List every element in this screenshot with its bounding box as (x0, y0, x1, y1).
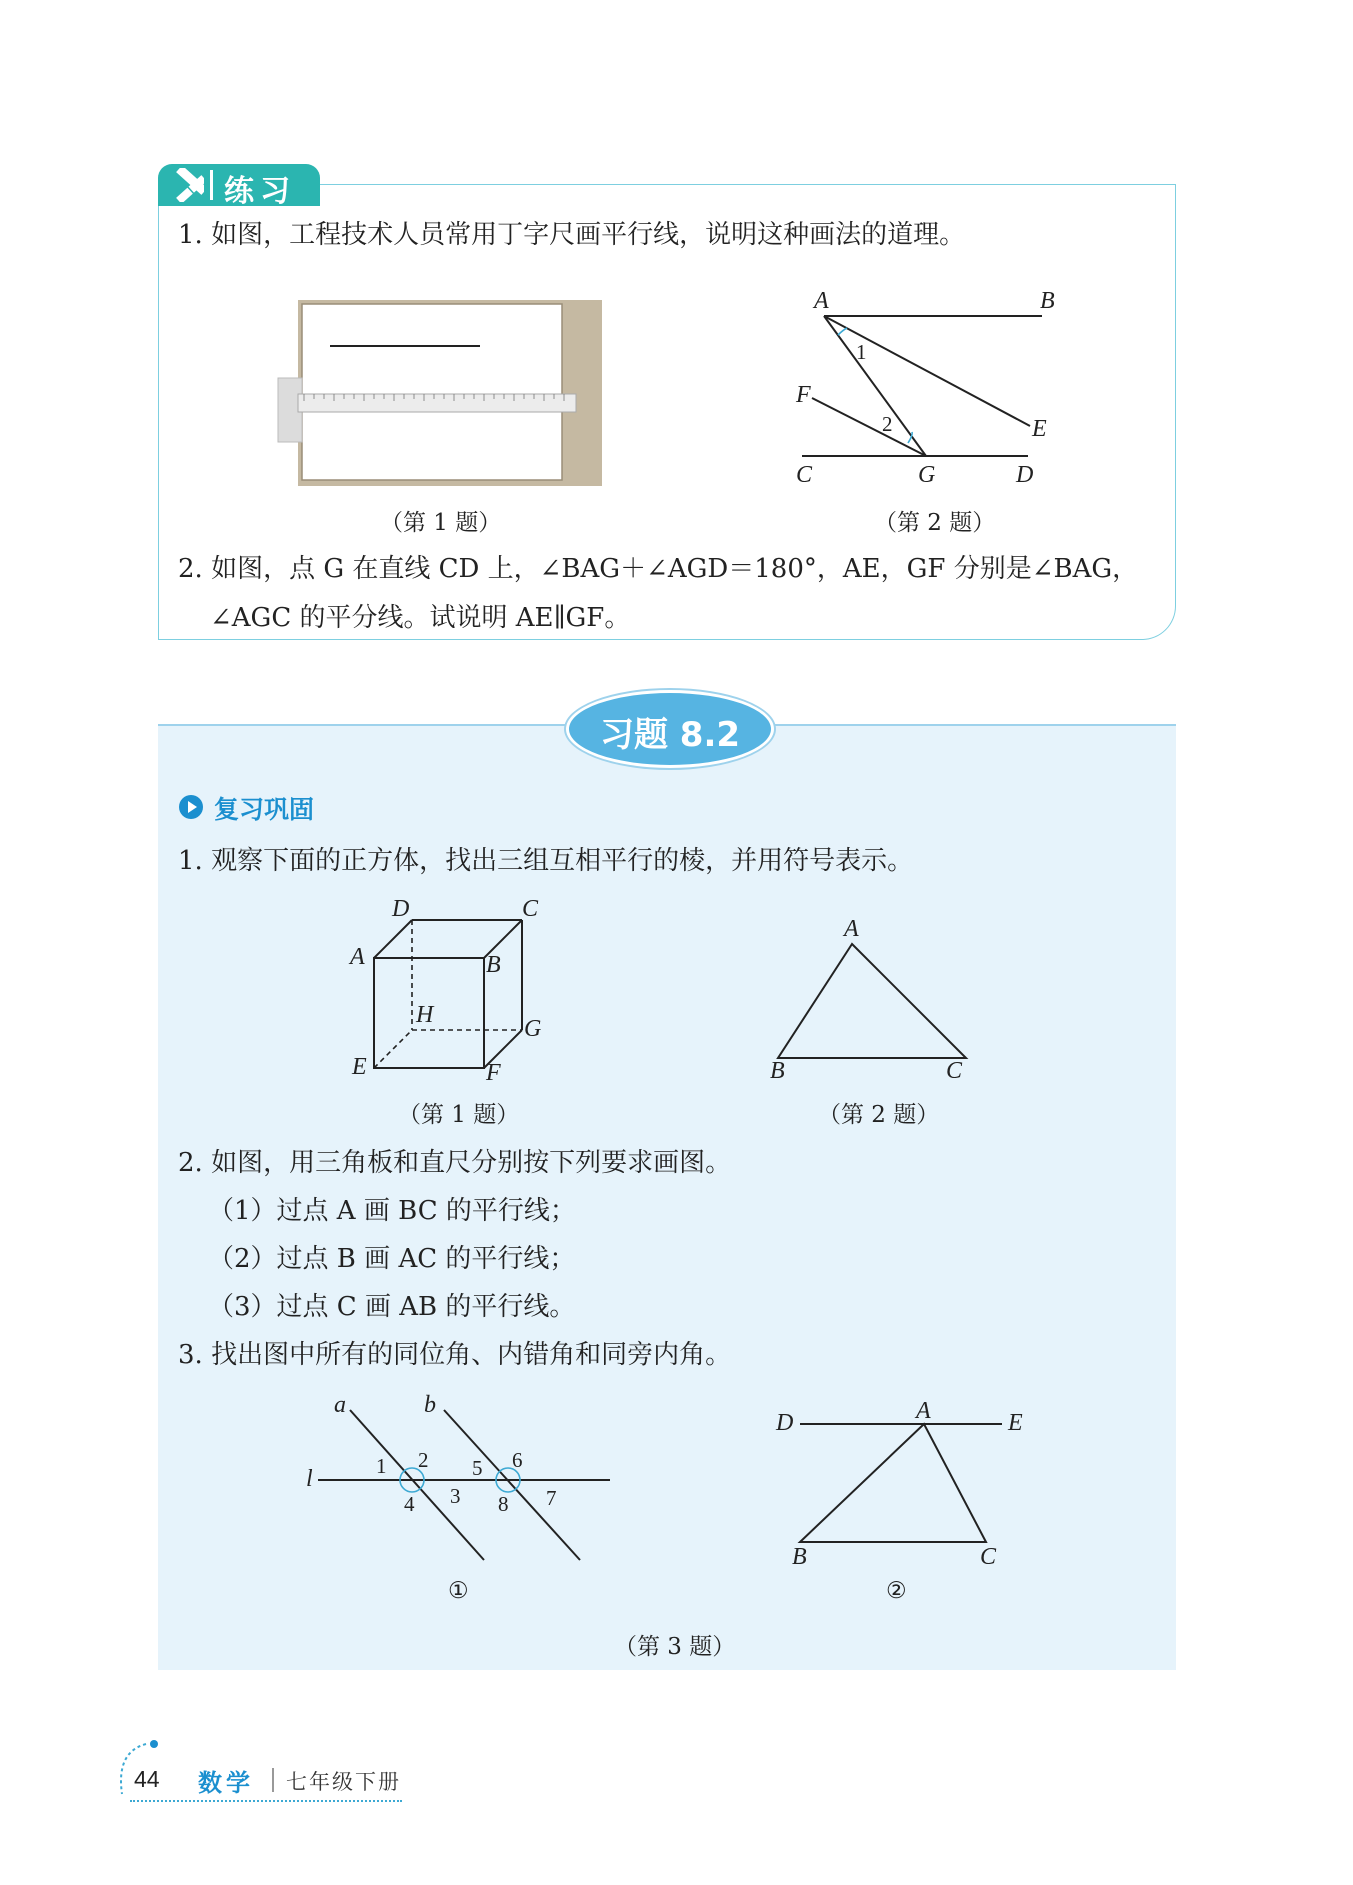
fig3a-angle-6: 6 (512, 1448, 523, 1472)
fig3a-angle-3: 3 (450, 1484, 461, 1508)
practice-q2-line2: ∠AGC 的平分线。试说明 AE∥GF。 (210, 603, 631, 633)
fig3a-angle-8: 8 (498, 1492, 509, 1516)
fig3a-angle-5: 5 (472, 1456, 483, 1480)
exercise-title: 习题 8.2 (599, 715, 741, 755)
cube-label-E: E (352, 1054, 367, 1080)
fig3a-angle-1: 1 (376, 1454, 387, 1478)
page-number: 44 (134, 1766, 160, 1792)
fig3a-angle-7: 7 (546, 1486, 557, 1510)
footer-subject: 数学 (198, 1769, 254, 1797)
exercise-q2-part2: （2）过点 B 画 AC 的平行线； (208, 1244, 576, 1274)
fig3b-label-A: A (916, 1398, 931, 1424)
exercise-q2: 2. 如图，用三角板和直尺分别按下列要求画图。 (178, 1148, 732, 1178)
exercise-q2-part1: （1）过点 A 画 BC 的平行线； (208, 1196, 576, 1226)
practice-caption-2: （第 2 题） (874, 510, 996, 536)
exercise-q3: 3. 找出图中所有的同位角、内错角和同旁内角。 (178, 1340, 732, 1370)
fig3a-label-a: a (334, 1392, 346, 1418)
fig2-label-E: E (1032, 416, 1047, 442)
fig3b-label-B: B (792, 1544, 807, 1570)
fig2-label-B: B (1040, 288, 1055, 314)
fig3a-angle-4: 4 (404, 1492, 415, 1516)
cube-label-B: B (486, 952, 501, 978)
footer-dotted-line (130, 1800, 402, 1802)
fig2-label-C: C (796, 462, 813, 488)
header-divider (210, 170, 213, 200)
fig3a-figure (300, 1390, 620, 1570)
cube-label-A: A (350, 944, 365, 970)
exercise-caption-3: （第 3 题） (614, 1634, 736, 1660)
fig2-label-F: F (796, 382, 811, 408)
fig3b-sub-label: ② (886, 1578, 907, 1604)
cube-label-G: G (524, 1016, 542, 1042)
fig3b-label-E: E (1008, 1410, 1023, 1436)
exercise-q2-part3: （3）过点 C 画 AB 的平行线。 (208, 1292, 576, 1322)
t-square-figure (274, 298, 604, 488)
exercise-q1: 1. 观察下面的正方体，找出三组互相平行的棱，并用符号表示。 (178, 846, 914, 876)
fig2-label-G: G (918, 462, 936, 488)
exercise-title-pill (566, 690, 774, 768)
play-icon (178, 794, 204, 820)
fig2-label-A: A (814, 288, 829, 314)
fig3a-angle-2: 2 (418, 1448, 429, 1472)
triangle-label-A: A (844, 916, 859, 942)
footer-divider (272, 1768, 274, 1792)
exercise-section-title: 复习巩固 (214, 795, 315, 824)
cube-label-H: H (416, 1002, 434, 1028)
practice-q2-line1: 2. 如图，点 G 在直线 CD 上，∠BAG＋∠AGD＝180°，AE，GF 分别是∠BAG， (178, 554, 1139, 584)
practice-caption-1: （第 1 题） (380, 510, 502, 536)
cube-label-C: C (522, 896, 539, 922)
fig2-angle-1: 1 (856, 340, 867, 364)
footer-grade: 七年级下册 (286, 1770, 401, 1794)
exercise-caption-1: （第 1 题） (398, 1102, 520, 1128)
triangle-figure (760, 920, 1000, 1070)
triangle-label-B: B (770, 1058, 785, 1084)
cube-label-F: F (486, 1060, 501, 1086)
fig3a-sub-label: ① (448, 1578, 469, 1604)
practice-header-label: 练习 (224, 174, 296, 209)
fig3b-label-D: D (776, 1410, 794, 1436)
fig3a-label-l: l (306, 1466, 313, 1492)
practice-header (158, 164, 320, 209)
fig2-label-D: D (1016, 462, 1034, 488)
fig3b-label-C: C (980, 1544, 997, 1570)
cube-figure (340, 896, 570, 1086)
practice-q1: 1. 如图，工程技术人员常用丁字尺画平行线，说明这种画法的道理。 (178, 220, 966, 250)
practice-top-line (300, 184, 1176, 185)
pencil-ruler-icon (168, 168, 204, 202)
fig3a-label-b: b (424, 1392, 436, 1418)
triangle-label-C: C (946, 1058, 963, 1084)
fig2-angle-2: 2 (882, 412, 893, 436)
exercise-caption-2: （第 2 题） (818, 1102, 940, 1128)
cube-label-D: D (392, 896, 410, 922)
